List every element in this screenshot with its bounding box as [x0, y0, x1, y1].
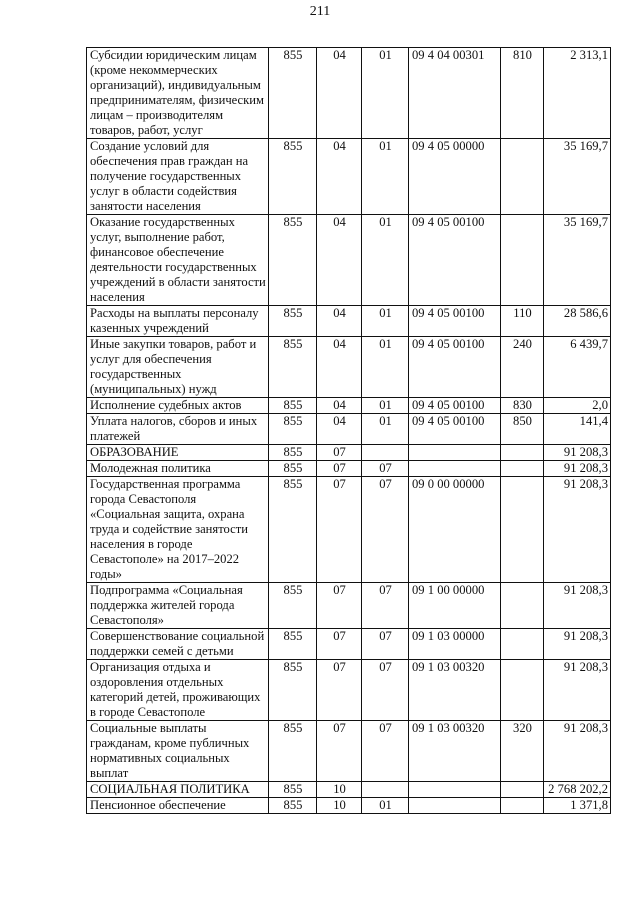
row-amount: 91 208,3 [544, 629, 611, 660]
row-vr-code: 850 [501, 414, 544, 445]
row-pr-code [362, 782, 409, 798]
row-gr-code: 855 [269, 445, 317, 461]
row-rz-code: 07 [317, 477, 362, 583]
row-gr-code: 855 [269, 477, 317, 583]
row-pr-code: 01 [362, 215, 409, 306]
row-rz-code: 10 [317, 798, 362, 814]
row-gr-code: 855 [269, 461, 317, 477]
row-csr-code: 09 0 00 00000 [409, 477, 501, 583]
row-name: Молодежная политика [87, 461, 269, 477]
row-csr-code [409, 445, 501, 461]
row-amount: 1 371,8 [544, 798, 611, 814]
row-pr-code: 07 [362, 629, 409, 660]
table-row [87, 215, 611, 306]
table-row [87, 48, 611, 139]
table-row [87, 306, 611, 337]
table-row [87, 782, 611, 798]
row-gr-code: 855 [269, 337, 317, 398]
row-rz-code: 07 [317, 721, 362, 782]
row-vr-code: 240 [501, 337, 544, 398]
row-rz-code: 07 [317, 660, 362, 721]
row-vr-code [501, 477, 544, 583]
row-name: Государственная программа города Севастополя «Социальная защита, охрана труда и содействие занятости населения в городе Севастополе» на 2017–2022 годы» [87, 477, 269, 583]
row-vr-code: 830 [501, 398, 544, 414]
row-rz-code: 04 [317, 215, 362, 306]
row-vr-code [501, 583, 544, 629]
row-csr-code: 09 1 03 00320 [409, 721, 501, 782]
row-pr-code: 07 [362, 477, 409, 583]
row-pr-code: 01 [362, 398, 409, 414]
row-amount: 28 586,6 [544, 306, 611, 337]
row-gr-code: 855 [269, 48, 317, 139]
budget-table [86, 47, 611, 814]
row-vr-code [501, 629, 544, 660]
row-pr-code: 07 [362, 660, 409, 721]
table-row [87, 477, 611, 583]
row-amount: 2 313,1 [544, 48, 611, 139]
row-vr-code [501, 445, 544, 461]
row-pr-code: 01 [362, 798, 409, 814]
table-row [87, 798, 611, 814]
table-row [87, 660, 611, 721]
row-csr-code: 09 4 05 00100 [409, 306, 501, 337]
row-name: Расходы на выплаты персоналу казенных учреждений [87, 306, 269, 337]
row-vr-code: 810 [501, 48, 544, 139]
row-csr-code: 09 1 00 00000 [409, 583, 501, 629]
row-rz-code: 04 [317, 337, 362, 398]
row-name: Социальные выплаты гражданам, кроме публичных нормативных социальных выплат [87, 721, 269, 782]
row-rz-code: 04 [317, 398, 362, 414]
row-rz-code: 04 [317, 414, 362, 445]
row-rz-code: 10 [317, 782, 362, 798]
row-gr-code: 855 [269, 583, 317, 629]
row-name: СОЦИАЛЬНАЯ ПОЛИТИКА [87, 782, 269, 798]
row-rz-code: 07 [317, 629, 362, 660]
row-name: Подпрограмма «Социальная поддержка жителей города Севастополя» [87, 583, 269, 629]
row-csr-code: 09 4 05 00000 [409, 139, 501, 215]
row-amount: 2 768 202,2 [544, 782, 611, 798]
row-amount: 35 169,7 [544, 139, 611, 215]
row-amount: 91 208,3 [544, 477, 611, 583]
table-row [87, 583, 611, 629]
page-number: 211 [309, 4, 331, 19]
row-csr-code: 09 4 05 00100 [409, 337, 501, 398]
row-gr-code: 855 [269, 215, 317, 306]
row-vr-code [501, 215, 544, 306]
row-amount: 91 208,3 [544, 660, 611, 721]
row-vr-code [501, 461, 544, 477]
row-csr-code: 09 1 03 00320 [409, 660, 501, 721]
row-pr-code: 01 [362, 337, 409, 398]
row-name: Оказание государственных услуг, выполнение работ, финансовое обеспечение деятельности государственных учреждений в области занятости населения [87, 215, 269, 306]
row-name: Уплата налогов, сборов и иных платежей [87, 414, 269, 445]
budget-table-body [87, 48, 611, 814]
row-vr-code [501, 782, 544, 798]
row-csr-code [409, 782, 501, 798]
table-row [87, 414, 611, 445]
row-gr-code: 855 [269, 139, 317, 215]
table-row [87, 445, 611, 461]
row-csr-code [409, 798, 501, 814]
row-pr-code: 01 [362, 306, 409, 337]
row-amount: 2,0 [544, 398, 611, 414]
row-pr-code: 01 [362, 48, 409, 139]
table-row [87, 461, 611, 477]
row-gr-code: 855 [269, 721, 317, 782]
row-gr-code: 855 [269, 398, 317, 414]
row-csr-code: 09 4 05 00100 [409, 215, 501, 306]
row-pr-code: 07 [362, 461, 409, 477]
row-pr-code: 07 [362, 721, 409, 782]
row-rz-code: 04 [317, 306, 362, 337]
row-vr-code [501, 660, 544, 721]
row-gr-code: 855 [269, 629, 317, 660]
row-gr-code: 855 [269, 798, 317, 814]
table-row [87, 629, 611, 660]
table-row [87, 337, 611, 398]
row-gr-code: 855 [269, 782, 317, 798]
row-gr-code: 855 [269, 414, 317, 445]
row-amount: 91 208,3 [544, 445, 611, 461]
row-amount: 91 208,3 [544, 721, 611, 782]
row-pr-code: 01 [362, 139, 409, 215]
row-amount: 91 208,3 [544, 583, 611, 629]
row-name: Субсидии юридическим лицам (кроме некоммерческих организаций), индивидуальным предпринимателям, физическим лицам – производителям товаров, работ, услуг [87, 48, 269, 139]
table-row [87, 721, 611, 782]
row-amount: 6 439,7 [544, 337, 611, 398]
row-csr-code: 09 4 04 00301 [409, 48, 501, 139]
row-gr-code: 855 [269, 660, 317, 721]
row-vr-code: 110 [501, 306, 544, 337]
row-name: Создание условий для обеспечения прав граждан на получение государственных услуг в области содействия занятости населения [87, 139, 269, 215]
row-amount: 91 208,3 [544, 461, 611, 477]
row-pr-code [362, 445, 409, 461]
row-gr-code: 855 [269, 306, 317, 337]
row-csr-code: 09 1 03 00000 [409, 629, 501, 660]
row-name: Совершенствование социальной поддержки семей с детьми [87, 629, 269, 660]
table-row [87, 139, 611, 215]
row-name: Пенсионное обеспечение [87, 798, 269, 814]
row-amount: 35 169,7 [544, 215, 611, 306]
row-name: ОБРАЗОВАНИЕ [87, 445, 269, 461]
row-rz-code: 07 [317, 445, 362, 461]
row-csr-code [409, 461, 501, 477]
row-name: Иные закупки товаров, работ и услуг для обеспечения государственных (муниципальных) нужд [87, 337, 269, 398]
table-row [87, 398, 611, 414]
row-amount: 141,4 [544, 414, 611, 445]
row-csr-code: 09 4 05 00100 [409, 398, 501, 414]
row-name: Исполнение судебных актов [87, 398, 269, 414]
row-rz-code: 04 [317, 139, 362, 215]
row-rz-code: 04 [317, 48, 362, 139]
row-pr-code: 07 [362, 583, 409, 629]
row-rz-code: 07 [317, 583, 362, 629]
row-vr-code: 320 [501, 721, 544, 782]
row-name: Организация отдыха и оздоровления отдельных категорий детей, проживающих в городе Севастополе [87, 660, 269, 721]
row-pr-code: 01 [362, 414, 409, 445]
row-vr-code [501, 139, 544, 215]
row-rz-code: 07 [317, 461, 362, 477]
row-csr-code: 09 4 05 00100 [409, 414, 501, 445]
row-vr-code [501, 798, 544, 814]
